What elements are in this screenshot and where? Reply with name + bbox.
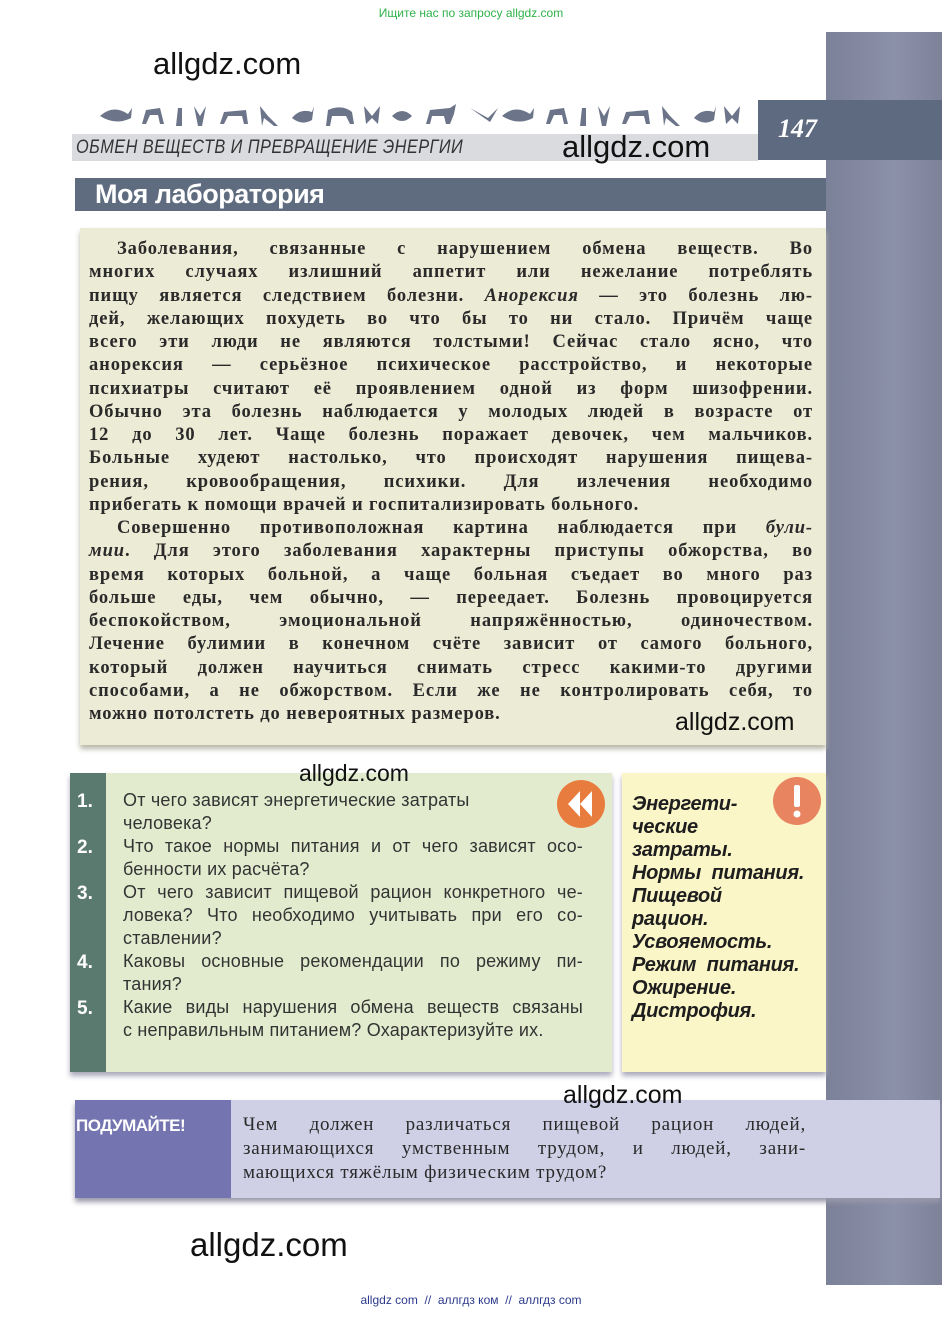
text-segment: Чем должен различаться пищевой рацион людей, [243, 1114, 806, 1135]
text-line [123, 789, 583, 812]
text-segment: ловека? Что необходимо учитывать при его со- [123, 905, 583, 925]
think-text [243, 1113, 806, 1185]
text-segment: — это болезнь лю- [578, 285, 813, 306]
text-segment: рения, кровообращения, психики. Для излечения необходимо [89, 471, 813, 492]
text-segment: Совершенно противоположная картина наблюдается при [117, 518, 766, 538]
text-line [89, 401, 813, 424]
text-segment: человека? [123, 813, 212, 833]
text-line [89, 610, 813, 633]
text-line [89, 471, 813, 494]
text-segment: прибегать к помощи врачей и госпитализировать больного. [89, 494, 640, 515]
text-line [89, 331, 813, 354]
text-line [123, 996, 583, 1019]
text-line [123, 1019, 583, 1042]
text-segment: мающихся тяжёлым физическим трудом? [243, 1162, 608, 1183]
keyword: Дистрофия. [632, 1000, 757, 1022]
text-segment: анорексия — серьёзное психическое расстройство, и некоторые [89, 355, 813, 376]
text-line [243, 1137, 806, 1161]
text-line [89, 378, 813, 401]
text-segment: Лечение булимии в конечном счёте зависит от самого больного, [89, 634, 813, 655]
text-segment: тания? [123, 974, 183, 994]
text-segment: пищу является следствием болезни. [89, 285, 485, 306]
animal-silhouettes-decoration [98, 102, 748, 130]
text-line [123, 950, 583, 973]
text-line [89, 238, 813, 261]
text-segment: дей, желающих похудеть во что бы то ни стало. Причём чаще [89, 308, 813, 329]
text-line [89, 261, 813, 284]
text-segment: способами, а не обжорством. Если же не контролировать себя, то [89, 680, 813, 701]
keywords-box [622, 773, 826, 1072]
text-line [89, 494, 813, 517]
text-line [89, 633, 813, 656]
question-number: 2. [77, 837, 93, 858]
text-line [89, 680, 813, 703]
text-line [89, 517, 813, 540]
question-number: 4. [77, 952, 93, 973]
think-label-box [75, 1100, 231, 1198]
text-line [243, 1161, 806, 1185]
page-number-box [758, 100, 942, 160]
watermark: allgdz.com [190, 1226, 348, 1263]
text-line [243, 1113, 806, 1137]
italic-term: Анорексия [484, 285, 579, 306]
keyword: Энергети- [632, 793, 738, 815]
text-segment: психиатры считают её проявлением одной из форм шизофрении. [89, 378, 813, 399]
text-segment: 12 до 30 лет. Чаще болезнь поражает девочек, чем мальчиков. [89, 425, 813, 445]
keyword: Усвояемость. [632, 931, 773, 953]
chapter-title: ОБМЕН ВЕЩЕСТВ И ПРЕВРАЩЕНИЕ ЭНЕРГИИ [76, 137, 464, 158]
text-segment: многих случаях излишний аппетит или нежелание потреблять [89, 262, 813, 283]
text-segment: Больные худеют настолько, что происходят нарушения пищева- [89, 448, 813, 469]
text-line [89, 587, 813, 610]
text-segment: всего эти люди не являются толстыми! Сейчас стало ясно, что [89, 332, 813, 352]
text-line [123, 904, 583, 927]
watermark: allgdz.com [153, 46, 302, 81]
text-segment: больше еды, чем обычно, — переедает. Болезнь провоцируется [89, 587, 813, 608]
question-number: 1. [77, 791, 93, 812]
text-segment: время которых больной, а чаще больная съедает во много раз [89, 564, 813, 585]
text-line [89, 657, 813, 680]
question-number: 5. [77, 998, 93, 1019]
question-number: 3. [77, 883, 93, 904]
keyword: Ожирение. [632, 977, 737, 999]
text-line [123, 835, 583, 858]
section-bar [75, 178, 826, 211]
text-segment: От чего зависит пищевой рацион конкретного че- [123, 882, 583, 902]
lab-text [89, 238, 813, 726]
keyword: затраты. [632, 839, 733, 861]
section-title: Моя лаборатория [95, 179, 325, 209]
text-segment: Во [758, 239, 814, 259]
keyword: Нормы питания. [632, 862, 805, 884]
questions-number-bar [70, 773, 106, 1072]
text-line [123, 858, 583, 881]
watermark: allgdz.com [299, 760, 409, 786]
text-line [89, 285, 813, 308]
think-box [75, 1100, 940, 1198]
text-segment: От чего зависят энергетические затраты [123, 790, 470, 810]
text-line [89, 564, 813, 587]
text-segment: Что такое нормы питания и от чего зависят осо- [123, 836, 583, 856]
text-segment: Обычно эта болезнь наблюдается у молодых людей в возрасте от [89, 401, 813, 422]
text-line [89, 308, 813, 331]
keywords-list [632, 793, 804, 1023]
text-segment: с неправильным питанием? Охарактеризуйте их. [123, 1020, 544, 1040]
text-line [123, 812, 583, 835]
text-line [123, 927, 583, 950]
top-note: Ищите нас по запросу allgdz.com [378, 6, 564, 20]
questions-text [123, 789, 583, 1042]
bold-text: Заболевания, связанные с нарушением обмена веществ. [117, 239, 759, 259]
keyword: рацион. [632, 908, 709, 930]
watermark: allgdz.com [563, 1081, 683, 1109]
text-line [89, 354, 813, 377]
keyword: Режим питания. [632, 954, 800, 976]
watermark: allgdz.com [562, 129, 711, 164]
rewind-icon [556, 779, 606, 829]
text-line [89, 540, 813, 563]
italic-term: були- [765, 518, 813, 538]
text-segment: бенности их расчёта? [123, 859, 310, 879]
text-segment: беспокойством, эмоциональной напряжённостью, одиночеством. [89, 611, 813, 631]
page-number: 147 [778, 114, 817, 143]
text-segment: Какие виды нарушения обмена веществ связаны [123, 997, 583, 1017]
questions-box [70, 773, 612, 1072]
text-line [123, 881, 583, 904]
text-line [89, 447, 813, 470]
footer-text: allgdz com // аллгдз ком // аллгдз com [360, 1293, 582, 1307]
watermark: allgdz.com [675, 708, 795, 736]
lab-text-box [80, 228, 826, 745]
text-segment: который должен научиться снимать стресс какими-то другими [89, 657, 813, 678]
text-segment: . Для этого заболевания характерны приступы обжорства, во [124, 541, 813, 562]
text-segment: занимающихся умственным трудом, и людей, зани- [243, 1138, 806, 1159]
text-segment: можно потолстеть до невероятных размеров. [89, 704, 501, 724]
italic-term: мии [89, 541, 125, 562]
text-segment: Каковы основные рекомендации по режиму пи- [123, 951, 583, 971]
text-segment: ставлении? [123, 928, 222, 948]
page-edge-strip [826, 32, 942, 1285]
think-label: ПОДУМАЙТЕ! [76, 1116, 186, 1135]
keyword: ческие [632, 816, 698, 838]
keyword: Пищевой [632, 885, 722, 907]
text-line [89, 424, 813, 447]
text-line [123, 973, 583, 996]
